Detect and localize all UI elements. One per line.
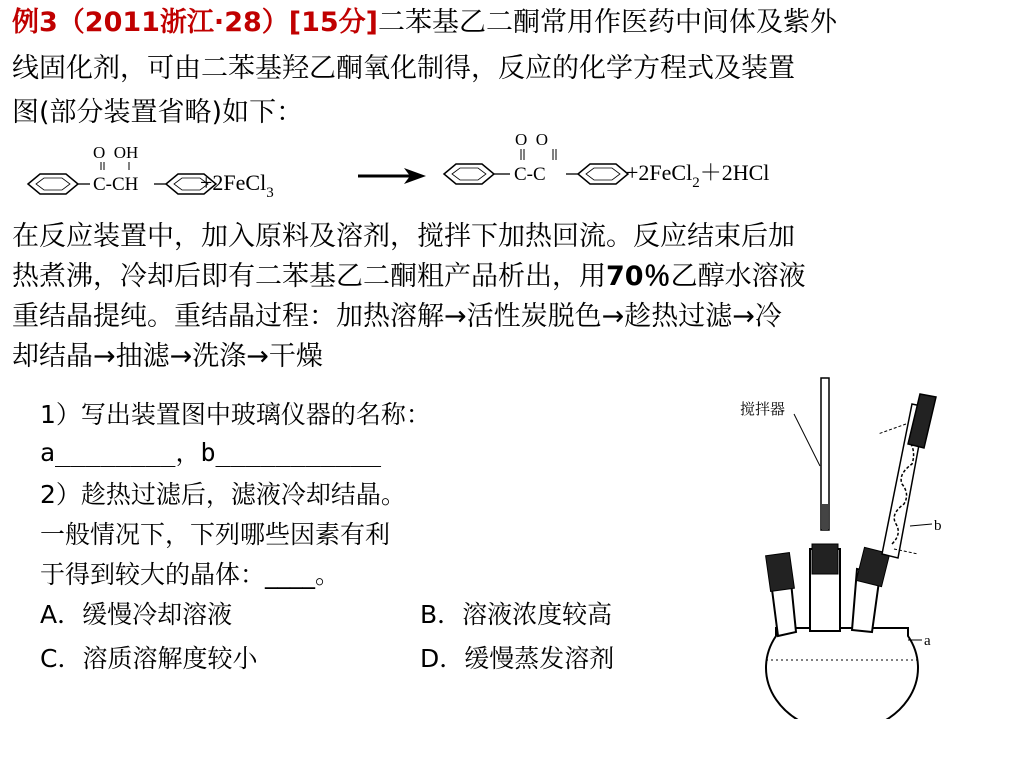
left-reagent: +2FeCl$_3$ [200, 170, 274, 201]
stirrer-label: 搅拌器 [740, 402, 786, 418]
option-a: A．缓慢冷却溶液 [40, 600, 233, 629]
center-neck-joint [812, 544, 838, 574]
question-2-line-1: 2）趁热过滤后，滤液冷却结晶。 [40, 480, 406, 509]
right-chain: C-C [514, 164, 546, 185]
intro-line-2: 线固化剂，可由二苯基羟乙酮氧化制得，反应的化学方程式及装置 [12, 53, 795, 84]
benzene-ring-right-1 [444, 164, 494, 184]
procedure-line-2 [12, 260, 806, 294]
benzene-ring-right-2 [578, 164, 628, 184]
benzene-ring-left-1 [28, 174, 78, 194]
reaction-equation [0, 130, 1024, 210]
question-1: 1）写出装置图中玻璃仪器的名称： [40, 400, 431, 429]
left-chain: C-CH [93, 174, 139, 195]
intro-line-3: 图(部分装置省略)如下： [12, 97, 304, 128]
right-products: +2FeCl$_2$＋2HCl [626, 160, 770, 191]
label-a: a [924, 633, 931, 649]
option-c: C．溶质溶解度较小 [40, 644, 258, 673]
procedure-line-3: 重结晶提纯。重结晶过程：加热溶解→活性炭脱色→趁热过滤→冷 [12, 301, 782, 332]
question-2-line-3: 于得到较大的晶体：____。 [40, 560, 341, 589]
example-label: 例3（2011浙江·28）[15分] [12, 7, 379, 38]
procedure-text-2c: 乙醇水溶液 [670, 261, 806, 292]
reaction-arrow [358, 168, 426, 184]
procedure-line-1: 在反应装置中，加入原料及溶剂，搅拌下加热回流。反应结束后加 [12, 221, 795, 252]
label-b: b [934, 518, 942, 534]
concentration-value: 70％ [606, 261, 671, 292]
question-1-blanks: a________，b___________ [40, 438, 382, 467]
option-b: B．溶液浓度较高 [420, 600, 613, 629]
procedure-line-4: 却结晶→抽滤→洗涤→干燥 [12, 341, 323, 372]
left-groups: O OH [93, 143, 139, 162]
right-groups: O O [515, 130, 549, 149]
question-2-line-2: 一般情况下，下列哪些因素有利 [40, 520, 391, 549]
intro-line-1 [12, 6, 837, 40]
side-neck-joint-left [766, 553, 795, 592]
option-d: D．缓慢蒸发溶剂 [420, 644, 615, 673]
intro-text-1: 二苯基乙二酮常用作医药中间体及紫外 [378, 7, 838, 38]
procedure-text-2a: 热煮沸，冷却后即有二苯基乙二酮粗产品析出，用 [12, 261, 606, 292]
apparatus-diagram [732, 374, 972, 719]
